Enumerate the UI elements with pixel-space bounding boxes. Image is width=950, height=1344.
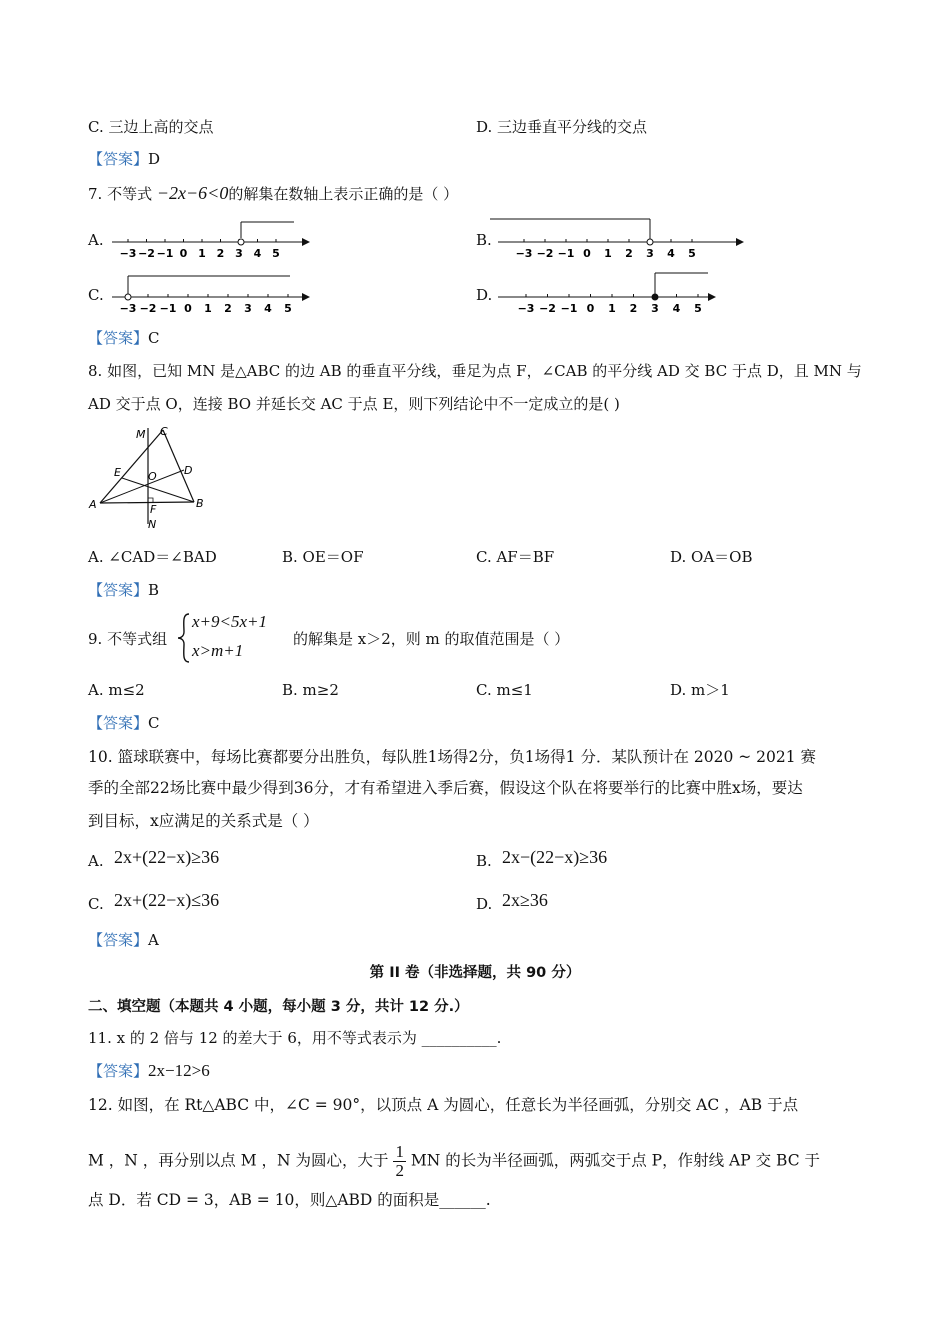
- answer-mark: 【答案】: [88, 150, 149, 168]
- inequality: −2x−6<0: [156, 183, 229, 203]
- q11-stem: 11. x 的 2 倍与 12 的差大于 6，用不等式表示为 __________.: [88, 1029, 502, 1047]
- tick-label: −1: [156, 247, 174, 260]
- tick-label: 1: [198, 247, 206, 260]
- stem-text: 不等式: [107, 185, 153, 203]
- q7-number-lines: [0, 0, 950, 340]
- answer-mark: 【答案】: [88, 581, 149, 599]
- tick-label: −2: [138, 247, 155, 260]
- q9-option-b: B. m≥2: [282, 681, 339, 699]
- answer-value: B: [148, 581, 160, 599]
- q10-option-a: 2x+(22−x)≥36: [114, 847, 220, 867]
- q8-option-c: C. AF＝BF: [476, 548, 555, 566]
- number-line-d: [498, 273, 716, 315]
- q8-line1: 8. 如图，已知 MN 是△ABC 的边 AB 的垂直平分线，垂足为点 F，∠CAB 的平分线 AD 交 BC 于点 D，且 MN 与: [88, 362, 862, 380]
- tick-label: 3: [651, 302, 659, 315]
- answer-mark: 【答案】: [88, 1062, 149, 1080]
- q7-label-a: A.: [88, 231, 104, 249]
- tick-label: −1: [159, 302, 177, 315]
- answer-mark: 【答案】: [88, 931, 149, 949]
- tick-label: −2: [536, 247, 554, 260]
- tick-label: 0: [586, 302, 595, 315]
- q9-option-c: C. m≤1: [476, 681, 533, 699]
- tick-label: 3: [244, 302, 252, 315]
- tick-label: −2: [139, 302, 157, 315]
- frac-numerator: 1: [395, 1142, 404, 1161]
- q6-option-c: C. 三边上高的交点: [88, 118, 214, 136]
- answer-value: A: [148, 931, 159, 949]
- tick-label: 0: [184, 302, 192, 315]
- q12-line3: 点 D．若 CD = 3，AB = 10，则△ABD 的面积是______.: [88, 1191, 491, 1209]
- tick-label: −3: [119, 302, 137, 315]
- label-f: F: [150, 503, 157, 516]
- q9-number: [88, 629, 167, 649]
- tick-label: −3: [515, 247, 533, 260]
- tick-label: 1: [204, 302, 212, 315]
- q10-label-d: D.: [476, 895, 493, 913]
- label-e: E: [114, 466, 121, 479]
- q7-label-c: C.: [88, 286, 104, 304]
- tick-label: 4: [667, 247, 675, 260]
- q8-answer: [88, 580, 159, 600]
- q8-option-d: D. OA＝OB: [670, 548, 753, 566]
- tick-label: 2: [629, 302, 638, 315]
- q8-option-a: A. ∠CAD＝∠BAD: [88, 548, 217, 566]
- tick-label: −3: [119, 247, 137, 260]
- number-line-a: [112, 222, 310, 260]
- tick-label: 2: [625, 247, 633, 260]
- q12-line2: [88, 1143, 820, 1180]
- fraction-half: [393, 1143, 406, 1180]
- question-number: 7.: [88, 185, 103, 203]
- q9-eq1: x+9<5x+1: [192, 612, 268, 631]
- q8-line2: AD 交于点 O，连接 BO 并延长交 AC 于点 E，则下列结论中不一定成立的是( ): [88, 395, 620, 413]
- number-line-b: [490, 219, 744, 260]
- system-brace: [176, 612, 192, 664]
- q12-line2-part1: M ，N ，再分别以点 M ，N 为圆心，大于: [88, 1151, 389, 1170]
- tick-label: 5: [272, 247, 280, 260]
- tick-label: −1: [557, 247, 575, 260]
- tick-label: −3: [517, 302, 535, 315]
- q8-option-b: B. OE＝OF: [282, 548, 364, 566]
- q7-answer: [88, 328, 160, 348]
- part-heading: 二、填空题（本题共 4 小题，每小题 3 分，共计 12 分.）: [88, 999, 469, 1015]
- tick-label: 5: [688, 247, 696, 260]
- section-title: 第 II 卷（非选择题，共 90 分）: [369, 965, 581, 981]
- answer-value: C: [148, 714, 160, 732]
- label-m: M: [136, 428, 146, 441]
- tick-label: 5: [694, 302, 702, 315]
- q9-answer: [88, 713, 160, 733]
- q10-option-c: 2x+(22−x)≤36: [114, 890, 220, 910]
- q7-label-d: D.: [476, 286, 493, 304]
- q10-line1: 10. 篮球联赛中，每场比赛都要分出胜负，每队胜1场得2分，负1场得1 分．某队预计在 2020 ~ 2021 赛: [88, 748, 817, 766]
- answer-value: C: [148, 329, 160, 347]
- tick-label: 3: [646, 247, 654, 260]
- tick-label: 0: [583, 247, 591, 260]
- label-d: D: [184, 464, 193, 477]
- label-n: N: [148, 518, 157, 531]
- number-line-c: [112, 276, 310, 315]
- q7-label-b: B.: [476, 231, 492, 249]
- tick-label: 0: [179, 247, 188, 260]
- label-c: C: [160, 425, 168, 438]
- tick-label: 2: [224, 302, 232, 315]
- stem-text: 的解集在数轴上表示正确的是（ ）: [228, 185, 459, 203]
- q12-line2-part2: MN 的长为半径画弧，两弧交于点 P，作射线 AP 交 BC 于: [410, 1151, 820, 1170]
- tick-label: 4: [264, 302, 272, 315]
- q12-line1: 12. 如图，在 Rt△ABC 中，∠C = 90°，以顶点 A 为圆心，任意长为半径画弧，分别交 AC ，AB 于点: [88, 1096, 799, 1114]
- q9-stem-after: 的解集是 x＞2，则 m 的取值范围是（ ）: [293, 630, 570, 648]
- q10-label-c: C.: [88, 895, 104, 913]
- q10-answer: [88, 930, 159, 950]
- q9-option-d: D. m＞1: [670, 681, 730, 699]
- q10-label-b: B.: [476, 852, 492, 870]
- stem-text: 不等式组: [107, 630, 168, 648]
- label-b: B: [196, 497, 204, 510]
- tick-label: 1: [604, 247, 612, 260]
- tick-label: 4: [672, 302, 681, 315]
- label-a: A: [89, 498, 97, 511]
- answer-value: 2x−12>6: [148, 1061, 210, 1080]
- tick-label: 5: [284, 302, 292, 315]
- q10-line2: 季的全部22场比赛中最少得到36分，才有希望进入季后赛，假设这个队在将要举行的比赛中胜x场，要达: [88, 779, 803, 797]
- q6-option-d: D. 三边垂直平分线的交点: [476, 118, 648, 136]
- question-number: 9.: [88, 630, 103, 648]
- tick-label: 2: [216, 247, 225, 260]
- tick-label: 3: [235, 247, 243, 260]
- q10-option-b: 2x−(22−x)≥36: [502, 847, 608, 867]
- tick-label: −2: [539, 302, 556, 315]
- q10-line3: 到目标，x应满足的关系式是（ ）: [88, 812, 319, 830]
- tick-label: −1: [560, 302, 578, 315]
- label-o: O: [148, 470, 157, 483]
- frac-denominator: 2: [395, 1161, 404, 1180]
- tick-label: 1: [608, 302, 616, 315]
- q9-option-a: A. m≤2: [88, 681, 145, 699]
- q9-eq2: x>m+1: [192, 641, 244, 660]
- q11-answer: [88, 1061, 210, 1081]
- answer-mark: 【答案】: [88, 714, 149, 732]
- tick-label: 4: [253, 247, 262, 260]
- q8-triangle-figure: [86, 420, 216, 535]
- answer-value: D: [148, 150, 161, 168]
- q10-option-d: 2x≥36: [502, 890, 548, 910]
- q10-label-a: A.: [88, 852, 104, 870]
- answer-mark: 【答案】: [88, 329, 149, 347]
